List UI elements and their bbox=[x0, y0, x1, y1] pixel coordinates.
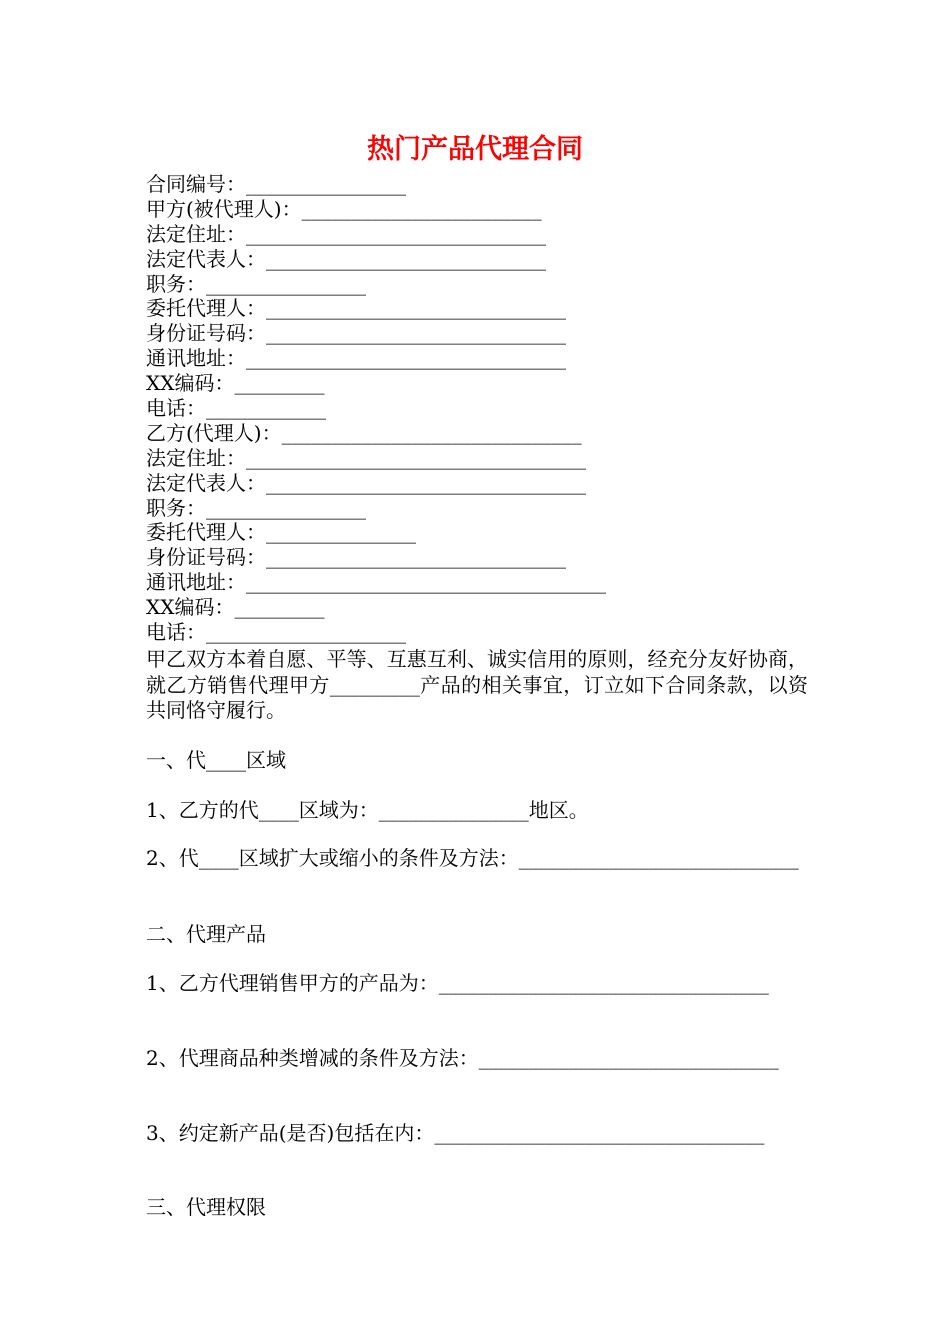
section-2-heading: 二、代理产品 bbox=[146, 922, 266, 946]
intro-paragraph: 甲乙双方本着自愿、平等、互惠互利、诚实信用的原则，经充分友好协商，就乙方销售代理甲方_________产品的相关事宜，订立如下合同条款，以资共同恪守履行。 bbox=[146, 647, 808, 722]
party-a-legal-rep-field: 法定代表人：____________________________ bbox=[146, 246, 546, 271]
party-b-id-field: 身份证号码：______________________________ bbox=[146, 545, 566, 570]
party-a-mail-address-field: 通讯地址：________________________________ bbox=[146, 346, 566, 371]
section-2-item-2: 2、代理商品种类增减的条件及方法：______________________________ bbox=[146, 1046, 779, 1070]
contract-number-field: 合同编号：________________ bbox=[146, 172, 406, 196]
party-b-address-field: 法定住址：__________________________________ bbox=[146, 445, 586, 470]
party-a-postcode-field: XX编码：_________ bbox=[146, 371, 325, 396]
party-b-position-field: 职务：________________ bbox=[146, 495, 366, 520]
section-1-heading: 一、代____区域 bbox=[146, 748, 286, 772]
party-a-agent-field: 委托代理人：______________________________ bbox=[146, 296, 566, 321]
party-a-position-field: 职务：________________ bbox=[146, 271, 366, 296]
party-b-field: 乙方(代理人)：______________________________ bbox=[146, 420, 582, 445]
section-1-item-2: 2、代____区域扩大或缩小的条件及方法：____________________________ bbox=[146, 846, 799, 870]
party-a-address-field: 法定住址：______________________________ bbox=[146, 221, 546, 246]
section-1-item-1: 1、乙方的代____区域为：_______________地区。 bbox=[146, 798, 589, 822]
party-b-legal-rep-field: 法定代表人：________________________________ bbox=[146, 470, 586, 495]
section-3-heading: 三、代理权限 bbox=[146, 1195, 266, 1219]
section-2-item-3: 3、约定新产品(是否)包括在内：_________________________________ bbox=[146, 1121, 765, 1145]
party-a-id-field: 身份证号码：______________________________ bbox=[146, 321, 566, 346]
document-title: 热门产品代理合同 bbox=[367, 134, 583, 165]
party-b-agent-field: 委托代理人：_______________ bbox=[146, 520, 416, 545]
party-b-postcode-field: XX编码：_________ bbox=[146, 595, 325, 620]
party-info-fields bbox=[146, 172, 816, 645]
party-a-field: 甲方(被代理人)：________________________ bbox=[146, 196, 542, 221]
section-2-item-1: 1、乙方代理销售甲方的产品为：_________________________________ bbox=[146, 971, 769, 995]
party-b-phone-field: 电话：____________________ bbox=[146, 620, 406, 645]
party-b-mail-address-field: 通讯地址：____________________________________ bbox=[146, 570, 606, 595]
party-a-phone-field: 电话：____________ bbox=[146, 396, 326, 421]
